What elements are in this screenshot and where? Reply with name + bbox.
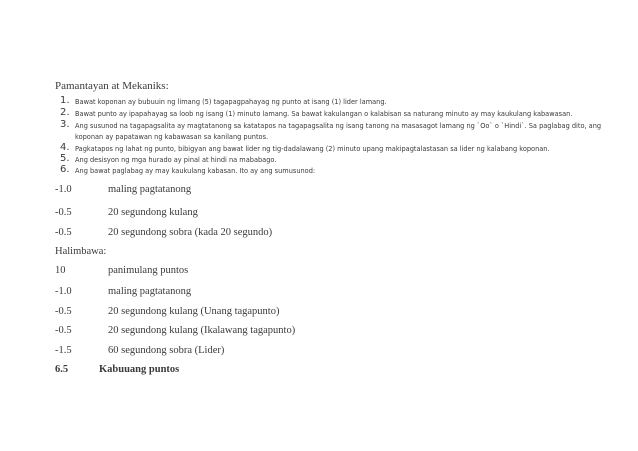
example-desc: 60 segundong sobra (Lider) [108,345,225,356]
example-value: -1.5 [55,345,72,356]
penalty-desc: maling pagtatanong [108,184,192,195]
example-desc: maling pagtatanong [108,286,192,297]
list-item [60,154,620,164]
list-item [60,120,620,142]
penalty-value: -0.5 [55,207,72,218]
example-desc: panimulang puntos [108,265,189,276]
example-value: -0.5 [55,325,72,336]
list-number: 5. [60,153,70,164]
total-desc: Kabuuang puntos [99,364,180,375]
list-text: Ang susunod na tagapagsalita ay magtatanong sa katatapos na tagapagsalita ng isang tanong na masasagot lamang ng `Oo` o `Hindi`. Sa paglabag dito, ang koponan ay papatawan ng kabawasan sa kanilang puntos. [75,122,602,141]
total-row [55,364,179,375]
list-item [60,96,620,107]
list-number: 4. [60,142,70,153]
penalty-value: -1.0 [55,184,72,195]
total-value: 6.5 [55,364,69,375]
list-number: 2. [60,107,70,118]
list-item [60,108,620,119]
example-label: Halimbawa: [55,246,107,257]
penalty-row [55,227,272,238]
rules-list [60,96,620,176]
section-heading: Pamantayan at Mekaniks: [55,80,169,92]
example-desc: 20 segundong kulang (Unang tagapunto) [108,306,280,317]
example-row [55,286,191,297]
example-row [55,265,188,276]
example-value: -0.5 [55,306,72,317]
example-value: -1.0 [55,286,72,297]
penalty-value: -0.5 [55,227,72,238]
list-text: Bawat koponan ay bubuuin ng limang (5) tagapagpahayag ng punto at isang (1) lider lamang. [75,98,387,106]
list-number: 1. [60,95,70,106]
example-row [55,306,279,317]
list-text: Ang bawat paglabag ay may kaukulang kabasan. Ito ay ang sumusunod: [75,167,316,175]
list-item [60,143,620,153]
penalty-desc: 20 segundong kulang [108,207,198,218]
penalty-row [55,207,198,218]
penalty-desc: 20 segundong sobra (kada 20 segundo) [108,227,273,238]
list-text: Ang desisyon ng mga hurado ay pinal at hindi na mababago. [75,156,277,164]
example-row [55,325,295,336]
list-text: Pagkatapos ng lahat ng punto, bibigyan ang bawat lider ng tig-dadalawang (2) minuto upang makipagtalastasan sa lider ng kalabang koponan. [75,145,550,153]
list-number: 3. [60,119,70,130]
example-value: 10 [55,265,66,276]
list-item [60,165,620,175]
example-row-underlined [55,345,224,356]
list-text: Bawat punto ay ipapahayag sa loob ng isang (1) minuto lamang. Sa bawat kakulangan o kalabisan sa naturang minuto ay may kaukulang kabawasan. [75,110,573,118]
list-number: 6. [60,164,70,175]
penalty-row [55,184,191,195]
example-desc: 20 segundong kulang (Ikalawang tagapunto) [108,325,296,336]
